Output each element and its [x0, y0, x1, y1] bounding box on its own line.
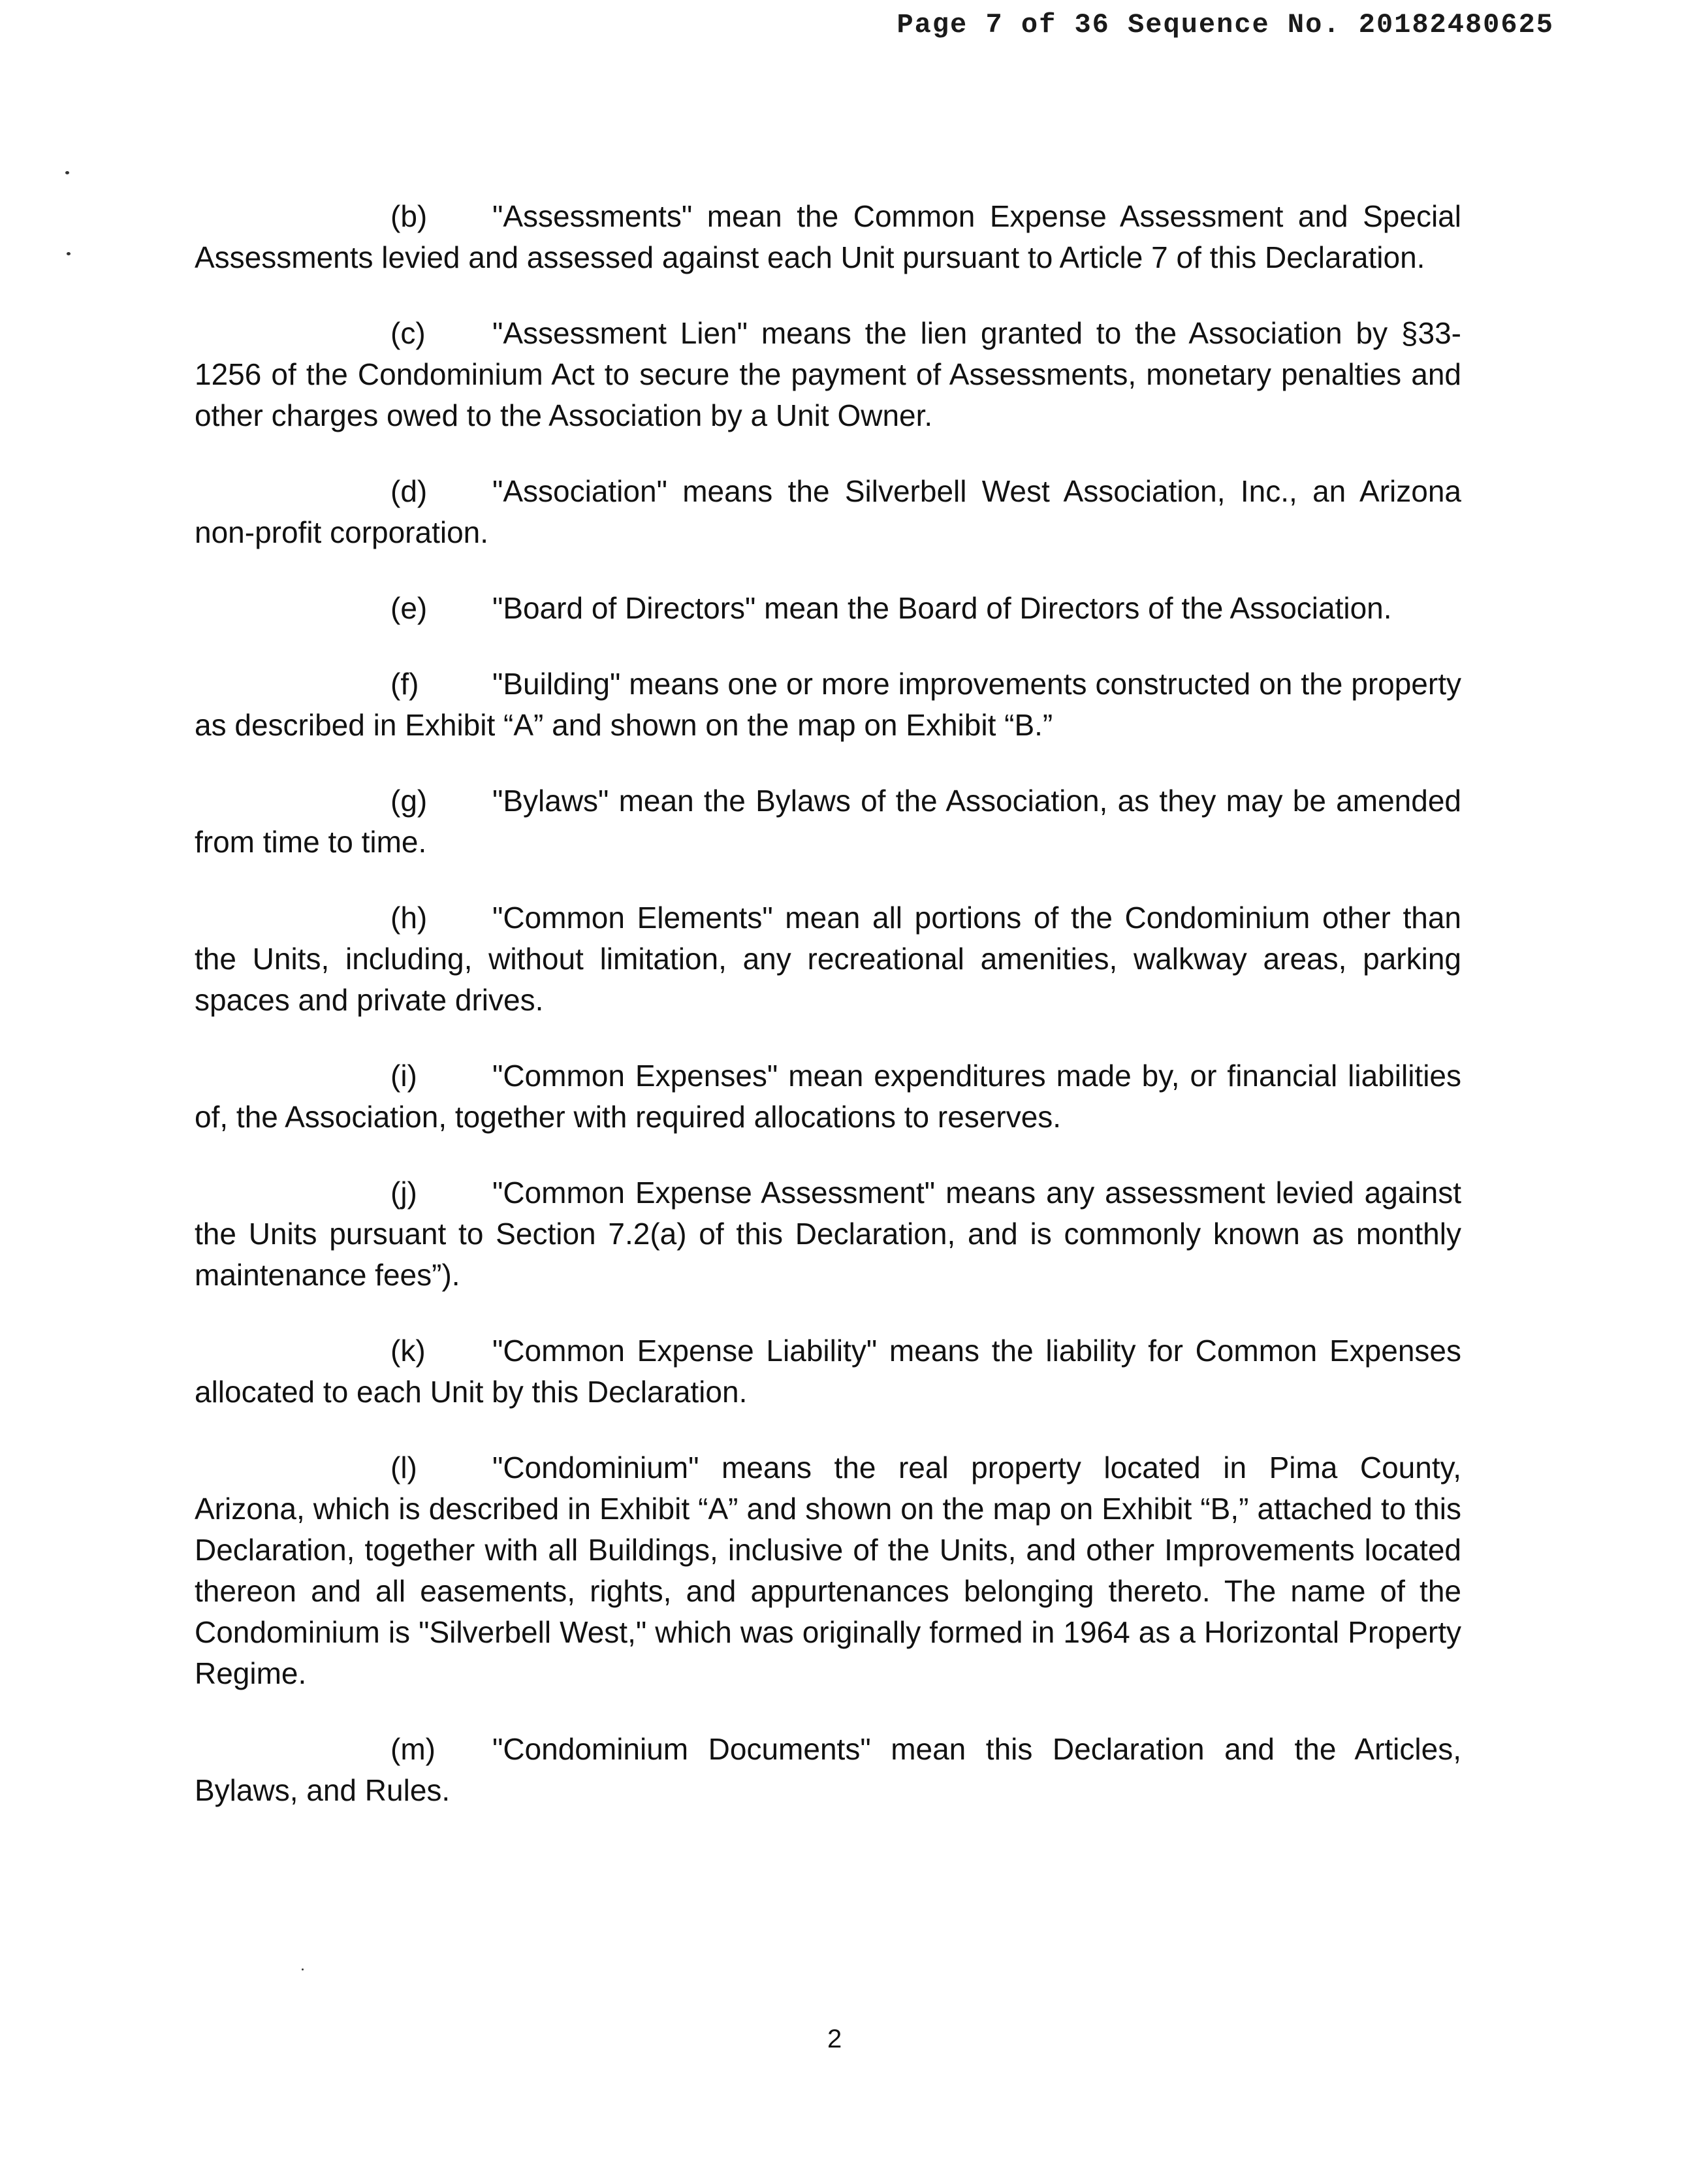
definition-item: [195, 897, 1461, 1021]
scan-speck: [65, 171, 69, 174]
definition-letter: (l): [390, 1451, 417, 1485]
definition-letter: (d): [390, 474, 428, 508]
definition-item: [195, 664, 1461, 746]
definition-letter: (e): [390, 591, 428, 625]
definition-text: "Common Elements" mean all portions of the Condominium other than the Units, including, without limitation, any recreational amenities, walkway areas, parking spaces and private drives.: [195, 901, 1461, 1017]
scan-speck: [67, 252, 71, 255]
definition-text: "Building" means one or more improvements constructed on the property as described in Exhibit “A” and shown on the map on Exhibit “B.”: [195, 667, 1461, 742]
definition-letter: (c): [390, 316, 426, 350]
definition-text: "Common Expenses" mean expenditures made by, or financial liabilities of, the Association, together with required allocations to reserves.: [195, 1059, 1461, 1134]
definition-text: "Assessment Lien" means the lien granted to the Association by §33-1256 of the Condominium Act to secure the payment of Assessments, monetary penalties and other charges owed to the Association by a Unit Owner.: [195, 316, 1461, 432]
definition-item: [195, 1729, 1461, 1811]
definition-text: "Common Expense Liability" means the liability for Common Expenses allocated to each Unit by this Declaration.: [195, 1334, 1461, 1409]
definition-letter: (h): [390, 901, 428, 935]
definition-text: "Condominium" means the real property located in Pima County, Arizona, which is described in Exhibit “A” and shown on the map on Exhibit “B,” attached to this Declaration, together with all Buildings, inclusive of the Units, and other Improvements located thereon and all easements, rights, and appurtenances belonging thereto. The name of the Condominium is "Silverbell West," which was originally formed in 1964 as a Horizontal Property Regime.: [195, 1451, 1461, 1690]
definition-item: [195, 1447, 1461, 1694]
definition-item: [195, 1055, 1461, 1138]
definition-item: [195, 780, 1461, 863]
definition-text: "Assessments" mean the Common Expense Assessment and Special Assessments levied and assessed against each Unit pursuant to Article 7 of this Declaration.: [195, 199, 1461, 274]
definition-text: "Common Expense Assessment" means any assessment levied against the Units pursuant to Section 7.2(a) of this Declaration, and is commonly known as monthly maintenance fees”).: [195, 1176, 1461, 1292]
page-sequence-header: Page 7 of 36 Sequence No. 20182480625: [897, 9, 1554, 40]
page-number: 2: [827, 2025, 842, 2053]
definition-item: [195, 313, 1461, 436]
definition-item: [195, 1172, 1461, 1296]
definition-letter: (i): [390, 1059, 417, 1093]
scan-speck: [302, 1968, 304, 1970]
definition-text: "Board of Directors" mean the Board of Directors of the Association.: [492, 591, 1392, 625]
definition-letter: (k): [390, 1334, 426, 1368]
definition-item: [195, 588, 1461, 629]
definition-item: [195, 471, 1461, 553]
definition-letter: (b): [390, 199, 428, 233]
definitions-list: [195, 196, 1461, 1846]
definition-text: "Condominium Documents" mean this Declaration and the Articles, Bylaws, and Rules.: [195, 1732, 1461, 1807]
definition-letter: (f): [390, 667, 419, 701]
definition-letter: (j): [390, 1176, 417, 1210]
definition-item: [195, 1330, 1461, 1413]
definition-text: "Bylaws" mean the Bylaws of the Association, as they may be amended from time to time.: [195, 784, 1461, 859]
definition-item: [195, 196, 1461, 278]
definition-letter: (g): [390, 784, 428, 818]
definition-text: "Association" means the Silverbell West Association, Inc., an Arizona non-profit corporation.: [195, 474, 1461, 549]
definition-letter: (m): [390, 1732, 436, 1766]
